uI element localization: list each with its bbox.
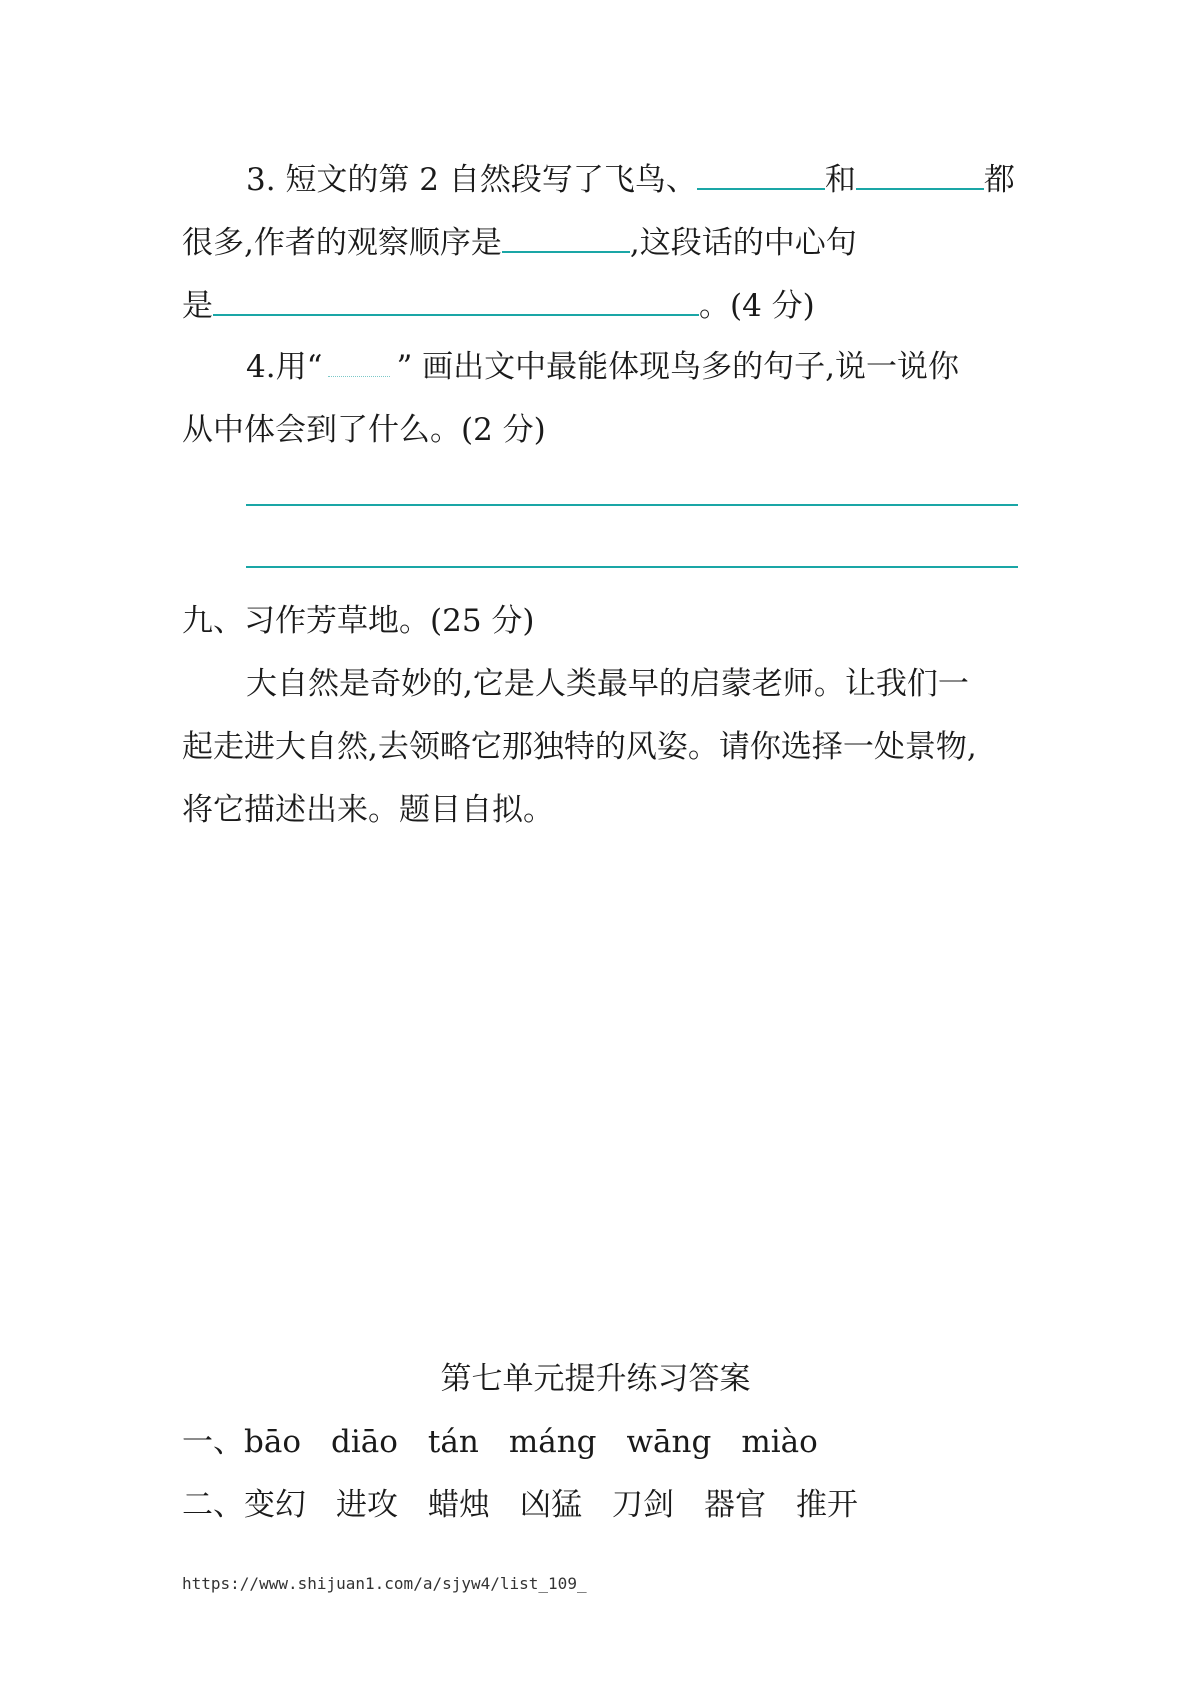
q3-text-a: 3. 短文的第 2 自然段写了飞鸟、 (246, 162, 697, 198)
q4-answer-line-1[interactable] (246, 504, 1018, 506)
answer-word-item: 进攻 (336, 1487, 398, 1523)
answers-two-label: 二、 (182, 1487, 244, 1523)
answer-word-item: 刀剑 (612, 1487, 674, 1523)
answer-pinyin-item: bāo (244, 1424, 301, 1460)
q3-text-b: 和 (824, 162, 856, 198)
answers-one-label: 一、 (182, 1424, 244, 1460)
footer-url[interactable]: https://www.shijuan1.com/a/sjyw4/list_109_ (182, 1574, 587, 1593)
q4-text-c: 从中体会到了什么。(2 分) (182, 412, 546, 448)
q3-blank-2[interactable] (856, 158, 984, 190)
answer-word-item: 凶猛 (520, 1487, 582, 1523)
answer-pinyin-item: tán (427, 1424, 479, 1460)
answer-word-item: 变幻 (244, 1487, 306, 1523)
answers-title: 第七单元提升练习答案 (440, 1361, 751, 1397)
q3-blank-3[interactable] (502, 221, 630, 253)
q3-line-1 (246, 158, 1019, 200)
section9-heading: 九、习作芳草地。(25 分) (182, 603, 535, 639)
q4-underline-sample (328, 350, 390, 377)
answer-word-item: 蜡烛 (428, 1487, 490, 1523)
section9-para-line-2: 起走进大自然,去领略它那独特的风姿。请你选择一处景物, (182, 729, 977, 765)
q4-text-b: ” 画出文中最能体现鸟多的句子,说一说你 (396, 349, 959, 385)
q3-text-d: 很多,作者的观察顺序是 (182, 225, 502, 261)
answers-one (182, 1422, 1019, 1462)
q3-blank-4[interactable] (213, 284, 699, 316)
answer-pinyin-item: máng (508, 1424, 597, 1460)
q3-line-3 (182, 284, 1019, 326)
q3-text-c: 都 (983, 162, 1015, 198)
q3-text-e: ,这段话的中心句 (629, 225, 857, 261)
answer-pinyin-item: miào (741, 1424, 818, 1460)
q3-text-f: 是 (182, 288, 213, 324)
q4-line-2 (182, 410, 1019, 450)
q3-blank-1[interactable] (697, 158, 825, 190)
answer-pinyin-item: wāng (626, 1424, 712, 1460)
q4-line-1 (246, 347, 1019, 387)
answer-word-item: 器官 (704, 1487, 766, 1523)
q4-answer-line-2[interactable] (246, 566, 1018, 568)
answer-word-item: 推开 (796, 1487, 858, 1523)
q4-text-a: 4.用“ (246, 349, 323, 385)
q3-text-g: 。(4 分) (699, 288, 815, 324)
answer-pinyin-item: diāo (331, 1424, 398, 1460)
q3-line-2 (182, 221, 1019, 263)
section9-para-line-3: 将它描述出来。题目自拟。 (182, 792, 554, 828)
section9-para-line-1: 大自然是奇妙的,它是人类最早的启蒙老师。让我们一 (246, 666, 969, 702)
answers-two (182, 1485, 1019, 1525)
